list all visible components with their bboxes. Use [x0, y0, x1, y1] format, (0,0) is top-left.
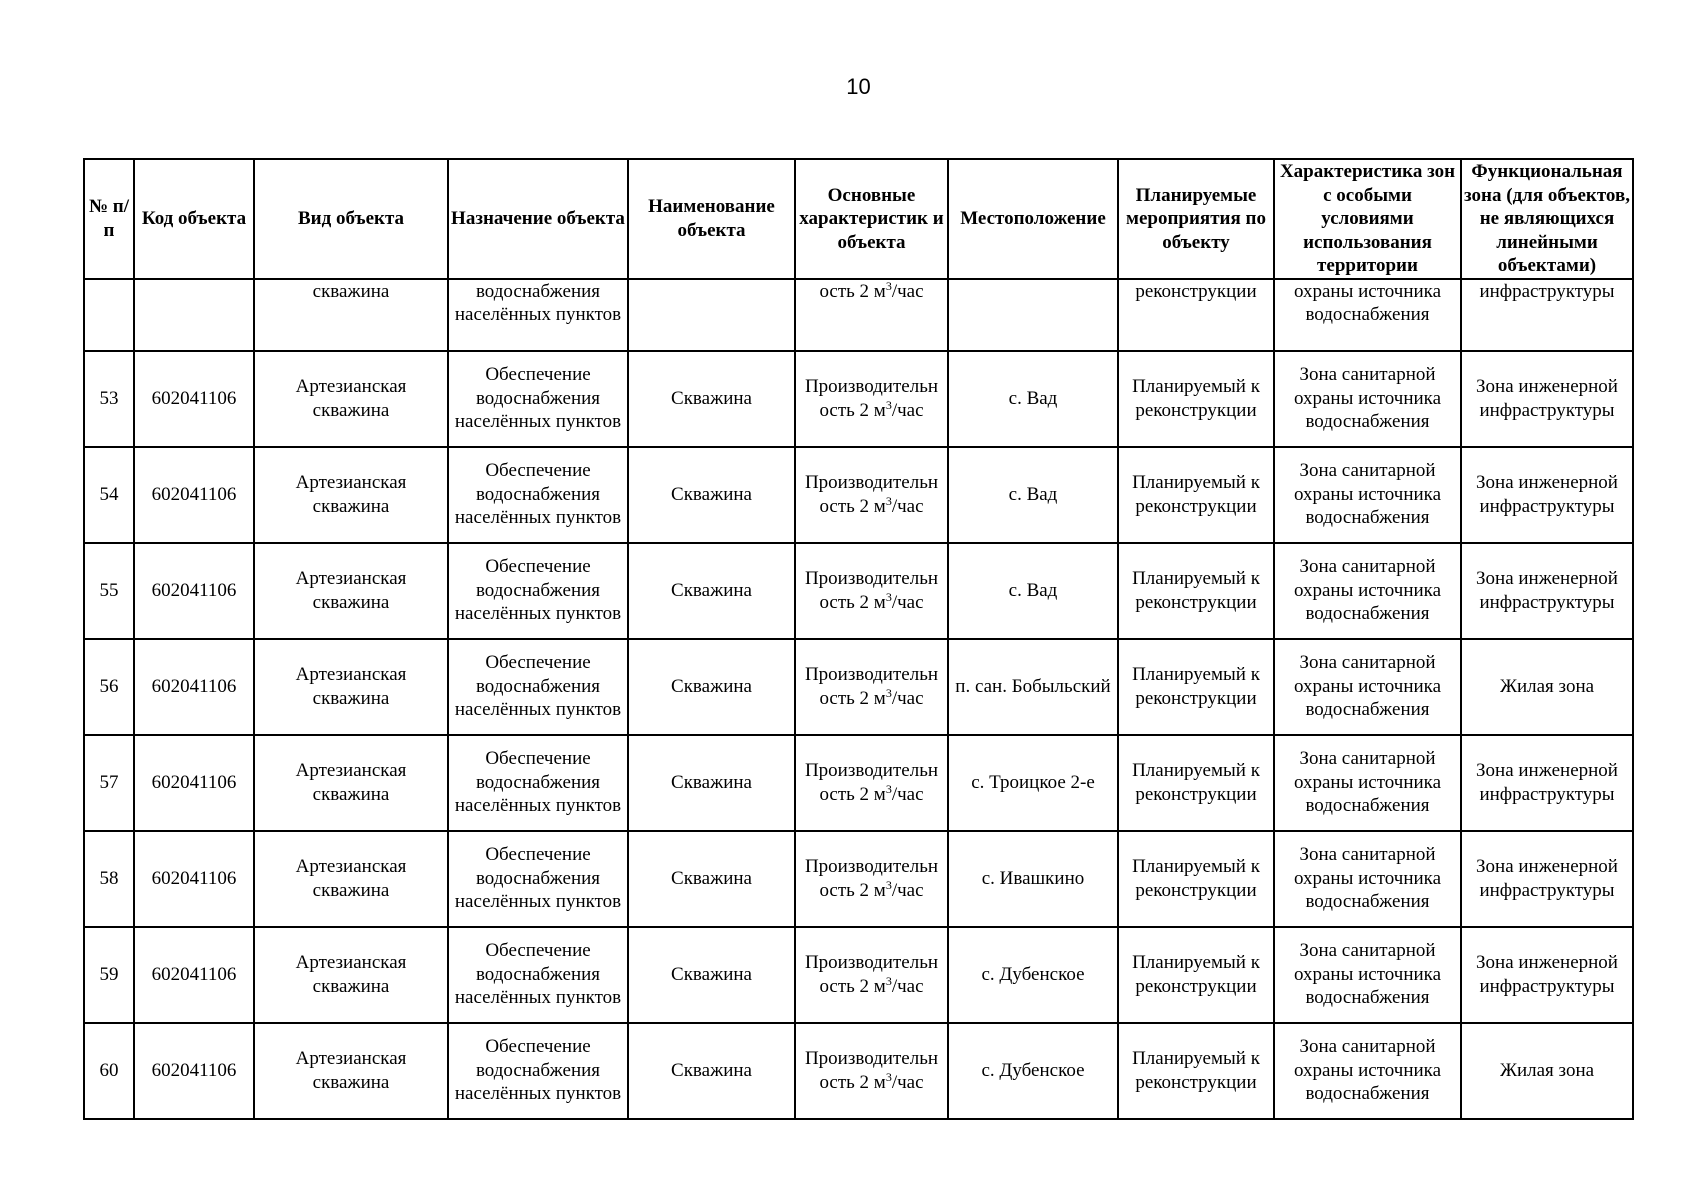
cell-measures: Планируемый к реконструкции	[1118, 351, 1274, 447]
char-unit: /час	[891, 591, 924, 613]
cell-measures: реконструкции	[1118, 279, 1274, 351]
cell-functional-zone: Жилая зона	[1461, 1023, 1633, 1119]
cell-location: с. Вад	[948, 543, 1118, 639]
char-text: ость 2 м	[819, 280, 886, 302]
cell-num: 53	[84, 351, 134, 447]
cell-name: Скважина	[628, 831, 795, 927]
cell-code: 602041106	[134, 735, 254, 831]
cell-num: 59	[84, 927, 134, 1023]
char-superscript: 3	[885, 781, 892, 796]
cell-functional-zone: Зона инженерной инфраструктуры	[1461, 543, 1633, 639]
cell-functional-zone: Зона инженерной инфраструктуры	[1461, 735, 1633, 831]
header-row	[84, 159, 1633, 279]
char-unit: /час	[891, 280, 924, 302]
char-superscript: 3	[885, 1069, 892, 1084]
header-characteristics: Основные характеристик и объекта	[795, 159, 948, 279]
table-row	[84, 351, 1633, 447]
char-text: Производительн ость 2 м	[804, 760, 939, 805]
char-superscript: 3	[885, 397, 892, 412]
cell-functional-zone: инфраструктуры	[1461, 279, 1633, 351]
cell-type: скважина	[254, 279, 448, 351]
header-num: № п/п	[84, 159, 134, 279]
cell-measures: Планируемый к реконструкции	[1118, 543, 1274, 639]
cell-code	[134, 279, 254, 351]
cell-characteristics	[795, 639, 948, 735]
header-location: Местоположение	[948, 159, 1118, 279]
char-superscript: 3	[885, 877, 892, 892]
cell-characteristics	[795, 927, 948, 1023]
char-superscript: 3	[885, 685, 892, 700]
char-unit: /час	[891, 687, 924, 709]
cell-characteristics	[795, 831, 948, 927]
cell-characteristics	[795, 735, 948, 831]
char-unit: /час	[891, 1071, 924, 1093]
cell-zone: Зона санитарной охраны источника водоснабжения	[1274, 831, 1461, 927]
char-unit: /час	[891, 783, 924, 805]
char-text: Производительн ость 2 м	[804, 472, 939, 517]
cell-purpose: Обеспечение водоснабжения населённых пунктов	[448, 1023, 628, 1119]
cell-characteristics	[795, 447, 948, 543]
page-number: 10	[846, 74, 871, 99]
table-row	[84, 447, 1633, 543]
continuation-row	[84, 279, 1633, 351]
cell-measures: Планируемый к реконструкции	[1118, 639, 1274, 735]
cell-num: 58	[84, 831, 134, 927]
char-unit: /час	[891, 975, 924, 997]
cell-zone: Зона санитарной охраны источника водоснабжения	[1274, 1023, 1461, 1119]
cell-characteristics	[795, 543, 948, 639]
cell-name: Скважина	[628, 1023, 795, 1119]
cell-code: 602041106	[134, 543, 254, 639]
cell-num	[84, 279, 134, 351]
cell-location: с. Дубенское	[948, 1023, 1118, 1119]
cell-measures: Планируемый к реконструкции	[1118, 447, 1274, 543]
char-text: Производительн ость 2 м	[804, 952, 939, 997]
cell-zone: Зона санитарной охраны источника водоснабжения	[1274, 735, 1461, 831]
cell-type: Артезианская скважина	[254, 1023, 448, 1119]
table-row	[84, 1023, 1633, 1119]
cell-purpose: Обеспечение водоснабжения населённых пунктов	[448, 831, 628, 927]
cell-zone: Зона санитарной охраны источника водоснабжения	[1274, 351, 1461, 447]
cell-purpose: Обеспечение водоснабжения населённых пунктов	[448, 447, 628, 543]
cell-purpose: водоснабжения населённых пунктов	[448, 279, 628, 351]
header-zone: Характеристика зон с особыми условиями использования территории	[1274, 159, 1461, 279]
cell-type: Артезианская скважина	[254, 831, 448, 927]
cell-num: 60	[84, 1023, 134, 1119]
cell-purpose: Обеспечение водоснабжения населённых пунктов	[448, 927, 628, 1023]
char-text: Производительн ость 2 м	[804, 1048, 939, 1093]
header-name: Наименование объекта	[628, 159, 795, 279]
table-row	[84, 735, 1633, 831]
cell-type: Артезианская скважина	[254, 735, 448, 831]
cell-zone: Зона санитарной охраны источника водоснабжения	[1274, 927, 1461, 1023]
cell-measures: Планируемый к реконструкции	[1118, 927, 1274, 1023]
cell-characteristics	[795, 279, 948, 351]
char-text: Производительн ость 2 м	[804, 664, 939, 709]
cell-measures: Планируемый к реконструкции	[1118, 831, 1274, 927]
header-type: Вид объекта	[254, 159, 448, 279]
cell-num: 56	[84, 639, 134, 735]
cell-num: 57	[84, 735, 134, 831]
table-row	[84, 927, 1633, 1023]
cell-num: 55	[84, 543, 134, 639]
char-superscript: 3	[885, 278, 892, 293]
cell-type: Артезианская скважина	[254, 447, 448, 543]
cell-code: 602041106	[134, 927, 254, 1023]
cell-type: Артезианская скважина	[254, 927, 448, 1023]
cell-functional-zone: Зона инженерной инфраструктуры	[1461, 927, 1633, 1023]
cell-functional-zone: Зона инженерной инфраструктуры	[1461, 351, 1633, 447]
cell-zone: Зона санитарной охраны источника водоснабжения	[1274, 447, 1461, 543]
cell-purpose: Обеспечение водоснабжения населённых пунктов	[448, 735, 628, 831]
cell-location: п. сан. Бобыльский	[948, 639, 1118, 735]
cell-location: с. Вад	[948, 351, 1118, 447]
cell-type: Артезианская скважина	[254, 351, 448, 447]
char-superscript: 3	[885, 493, 892, 508]
cell-measures: Планируемый к реконструкции	[1118, 1023, 1274, 1119]
cell-code: 602041106	[134, 639, 254, 735]
cell-name: Скважина	[628, 735, 795, 831]
char-text: Производительн ость 2 м	[804, 856, 939, 901]
cell-name: Скважина	[628, 543, 795, 639]
cell-name: Скважина	[628, 927, 795, 1023]
cell-num: 54	[84, 447, 134, 543]
table-row	[84, 831, 1633, 927]
header-functional-zone: Функциональная зона (для объектов, не являющихся линейными объектами)	[1461, 159, 1633, 279]
cell-type: Артезианская скважина	[254, 639, 448, 735]
char-superscript: 3	[885, 589, 892, 604]
objects-table	[83, 158, 1634, 1120]
char-unit: /час	[891, 879, 924, 901]
cell-characteristics	[795, 1023, 948, 1119]
cell-zone: Зона санитарной охраны источника водоснабжения	[1274, 639, 1461, 735]
cell-name: Скважина	[628, 351, 795, 447]
cell-characteristics	[795, 351, 948, 447]
cell-purpose: Обеспечение водоснабжения населённых пунктов	[448, 351, 628, 447]
cell-functional-zone: Жилая зона	[1461, 639, 1633, 735]
cell-code: 602041106	[134, 1023, 254, 1119]
char-text: Производительн ость 2 м	[804, 376, 939, 421]
char-unit: /час	[891, 399, 924, 421]
cell-name	[628, 279, 795, 351]
cell-location: с. Ивашкино	[948, 831, 1118, 927]
cell-zone: охраны источника водоснабжения	[1274, 279, 1461, 351]
cell-location: с. Вад	[948, 447, 1118, 543]
cell-measures: Планируемый к реконструкции	[1118, 735, 1274, 831]
char-text: Производительн ость 2 м	[804, 568, 939, 613]
char-superscript: 3	[885, 973, 892, 988]
cell-functional-zone: Зона инженерной инфраструктуры	[1461, 831, 1633, 927]
cell-location: с. Троицкое 2-е	[948, 735, 1118, 831]
header-measures: Планируемые мероприятия по объекту	[1118, 159, 1274, 279]
cell-purpose: Обеспечение водоснабжения населённых пунктов	[448, 543, 628, 639]
cell-code: 602041106	[134, 351, 254, 447]
table-row	[84, 639, 1633, 735]
cell-code: 602041106	[134, 831, 254, 927]
cell-location	[948, 279, 1118, 351]
cell-name: Скважина	[628, 639, 795, 735]
cell-purpose: Обеспечение водоснабжения населённых пунктов	[448, 639, 628, 735]
cell-code: 602041106	[134, 447, 254, 543]
char-unit: /час	[891, 495, 924, 517]
cell-name: Скважина	[628, 447, 795, 543]
cell-functional-zone: Зона инженерной инфраструктуры	[1461, 447, 1633, 543]
cell-type: Артезианская скважина	[254, 543, 448, 639]
header-purpose: Назначение объекта	[448, 159, 628, 279]
cell-location: с. Дубенское	[948, 927, 1118, 1023]
header-code: Код объекта	[134, 159, 254, 279]
cell-zone: Зона санитарной охраны источника водоснабжения	[1274, 543, 1461, 639]
table-row	[84, 543, 1633, 639]
